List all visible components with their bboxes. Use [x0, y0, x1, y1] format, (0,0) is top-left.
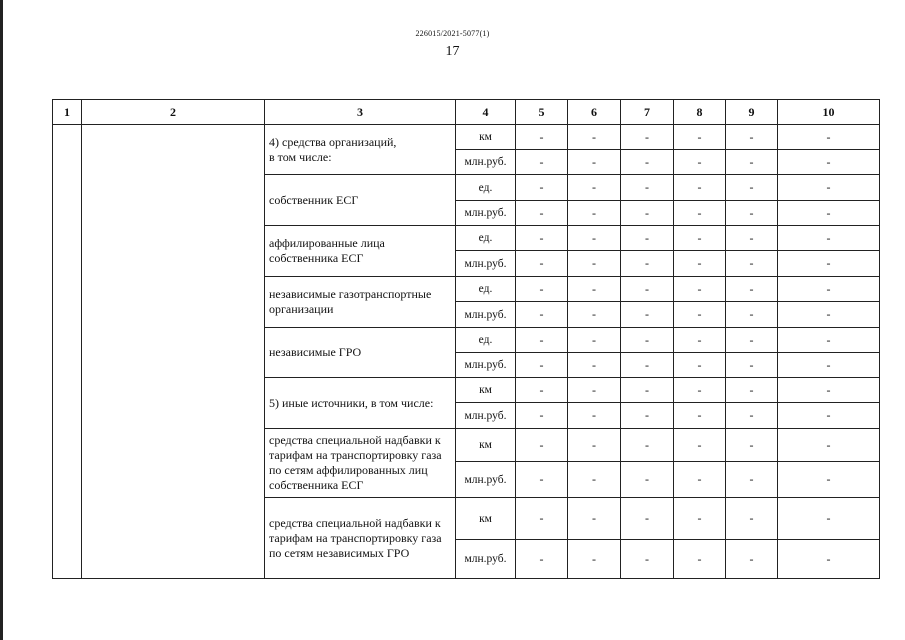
value-cell: - [621, 251, 674, 277]
column-header-5: 5 [516, 100, 568, 125]
value-cell: - [726, 429, 778, 462]
row-description: независимые ГРО [265, 328, 456, 378]
value-cell: - [568, 462, 621, 498]
value-cell: - [621, 175, 674, 201]
value-cell: - [778, 175, 880, 201]
column-header-10: 10 [778, 100, 880, 125]
value-cell: - [726, 462, 778, 498]
value-cell: - [621, 277, 674, 302]
unit-cell: млн.руб. [456, 150, 516, 175]
value-cell: - [726, 328, 778, 353]
value-cell: - [778, 403, 880, 429]
unit-cell: млн.руб. [456, 540, 516, 579]
value-cell: - [516, 125, 568, 150]
value-cell: - [778, 226, 880, 251]
value-cell: - [568, 201, 621, 226]
column-2-cell [82, 125, 265, 579]
unit-cell: ед. [456, 328, 516, 353]
unit-cell: км [456, 498, 516, 540]
value-cell: - [778, 462, 880, 498]
value-cell: - [516, 378, 568, 403]
value-cell: - [516, 429, 568, 462]
value-cell: - [726, 302, 778, 328]
value-cell: - [516, 175, 568, 201]
document-id: 226015/2021-5077(1) [415, 29, 490, 38]
value-cell: - [674, 201, 726, 226]
column-1-cell [53, 125, 82, 579]
value-cell: - [778, 302, 880, 328]
unit-cell: ед. [456, 226, 516, 251]
unit-cell: млн.руб. [456, 251, 516, 277]
value-cell: - [568, 125, 621, 150]
data-table [52, 99, 880, 579]
column-header-2: 2 [82, 100, 265, 125]
value-cell: - [778, 429, 880, 462]
value-cell: - [621, 201, 674, 226]
value-cell: - [516, 462, 568, 498]
value-cell: - [621, 353, 674, 378]
value-cell: - [726, 226, 778, 251]
row-description: средства специальной надбавки к тарифам на транспортировку газа по сетям аффилированных лиц собственника ЕСГ [265, 429, 456, 498]
value-cell: - [726, 403, 778, 429]
value-cell: - [621, 462, 674, 498]
value-cell: - [726, 150, 778, 175]
value-cell: - [726, 125, 778, 150]
value-cell: - [568, 277, 621, 302]
column-header-6: 6 [568, 100, 621, 125]
value-cell: - [621, 540, 674, 579]
value-cell: - [778, 125, 880, 150]
header-row [53, 100, 880, 125]
value-cell: - [674, 226, 726, 251]
value-cell: - [568, 378, 621, 403]
value-cell: - [726, 277, 778, 302]
unit-cell: млн.руб. [456, 403, 516, 429]
value-cell: - [778, 277, 880, 302]
value-cell: - [516, 403, 568, 429]
value-cell: - [726, 251, 778, 277]
value-cell: - [674, 540, 726, 579]
value-cell: - [621, 226, 674, 251]
row-description: собственник ЕСГ [265, 175, 456, 226]
value-cell: - [568, 498, 621, 540]
scan-edge-mark [0, 0, 3, 640]
page-number: 17 [445, 44, 460, 59]
value-cell: - [568, 540, 621, 579]
table-row [53, 125, 880, 150]
value-cell: - [726, 540, 778, 579]
unit-cell: млн.руб. [456, 201, 516, 226]
value-cell: - [568, 150, 621, 175]
unit-cell: млн.руб. [456, 462, 516, 498]
value-cell: - [621, 125, 674, 150]
value-cell: - [778, 378, 880, 403]
row-description: средства специальной надбавки к тарифам на транспортировку газа по сетям независимых ГРО [265, 498, 456, 579]
value-cell: - [516, 353, 568, 378]
value-cell: - [674, 302, 726, 328]
value-cell: - [516, 251, 568, 277]
value-cell: - [568, 403, 621, 429]
value-cell: - [621, 328, 674, 353]
value-cell: - [568, 353, 621, 378]
row-description: 5) иные источники, в том числе: [265, 378, 456, 429]
column-header-1: 1 [53, 100, 82, 125]
value-cell: - [568, 429, 621, 462]
value-cell: - [568, 302, 621, 328]
value-cell: - [674, 403, 726, 429]
value-cell: - [516, 302, 568, 328]
value-cell: - [568, 328, 621, 353]
value-cell: - [778, 353, 880, 378]
value-cell: - [516, 540, 568, 579]
value-cell: - [674, 150, 726, 175]
value-cell: - [568, 175, 621, 201]
unit-cell: км [456, 378, 516, 403]
value-cell: - [516, 226, 568, 251]
value-cell: - [516, 150, 568, 175]
value-cell: - [674, 353, 726, 378]
value-cell: - [621, 403, 674, 429]
value-cell: - [726, 175, 778, 201]
value-cell: - [674, 328, 726, 353]
unit-cell: ед. [456, 277, 516, 302]
value-cell: - [516, 328, 568, 353]
value-cell: - [621, 378, 674, 403]
value-cell: - [778, 540, 880, 579]
column-header-9: 9 [726, 100, 778, 125]
value-cell: - [778, 328, 880, 353]
value-cell: - [674, 277, 726, 302]
value-cell: - [726, 378, 778, 403]
value-cell: - [778, 201, 880, 226]
row-description: 4) средства организаций, в том числе: [265, 125, 456, 175]
column-header-3: 3 [265, 100, 456, 125]
value-cell: - [778, 251, 880, 277]
value-cell: - [674, 251, 726, 277]
value-cell: - [778, 150, 880, 175]
value-cell: - [726, 353, 778, 378]
column-header-8: 8 [674, 100, 726, 125]
value-cell: - [674, 429, 726, 462]
table-body [53, 125, 880, 579]
unit-cell: км [456, 429, 516, 462]
row-description: аффилированные лица собственника ЕСГ [265, 226, 456, 277]
value-cell: - [621, 302, 674, 328]
value-cell: - [621, 150, 674, 175]
column-header-4: 4 [456, 100, 516, 125]
unit-cell: ед. [456, 175, 516, 201]
value-cell: - [674, 125, 726, 150]
value-cell: - [726, 201, 778, 226]
unit-cell: млн.руб. [456, 353, 516, 378]
unit-cell: млн.руб. [456, 302, 516, 328]
column-header-7: 7 [621, 100, 674, 125]
value-cell: - [516, 498, 568, 540]
value-cell: - [674, 462, 726, 498]
value-cell: - [778, 498, 880, 540]
value-cell: - [516, 277, 568, 302]
unit-cell: км [456, 125, 516, 150]
value-cell: - [621, 429, 674, 462]
value-cell: - [674, 378, 726, 403]
value-cell: - [674, 175, 726, 201]
row-description: независимые газотранспортные организации [265, 277, 456, 328]
value-cell: - [568, 251, 621, 277]
value-cell: - [516, 201, 568, 226]
value-cell: - [726, 498, 778, 540]
value-cell: - [621, 498, 674, 540]
value-cell: - [674, 498, 726, 540]
value-cell: - [568, 226, 621, 251]
